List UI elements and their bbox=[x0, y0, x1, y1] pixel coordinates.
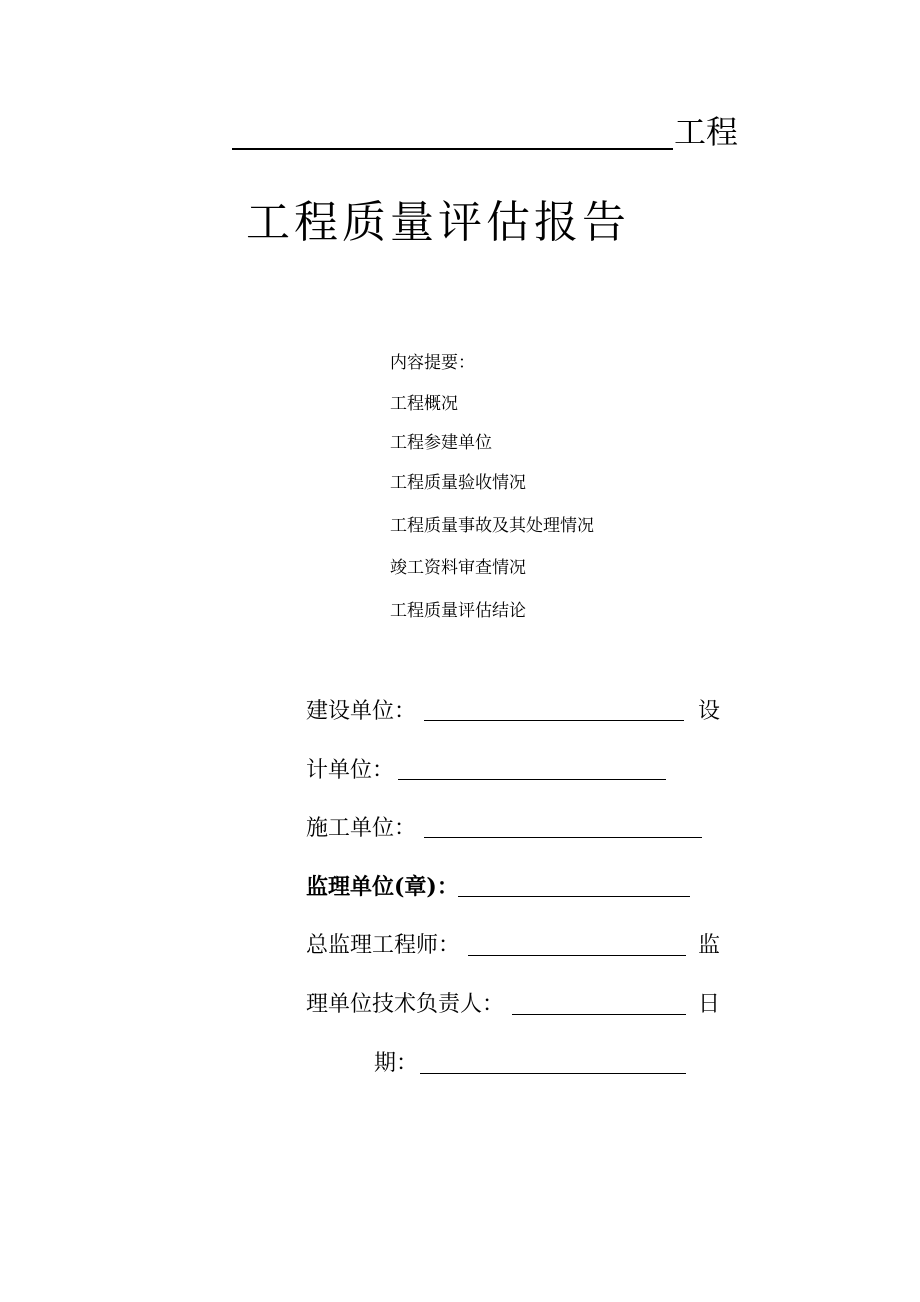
contents-item-conclusion: 工程质量评估结论 bbox=[390, 601, 526, 621]
page-title: 工程质量评估报告 bbox=[246, 197, 630, 248]
contents-item-documents-review: 竣工资料审查情况 bbox=[390, 558, 526, 578]
date-field[interactable] bbox=[420, 1073, 686, 1074]
contents-item-overview: 工程概况 bbox=[390, 394, 458, 414]
builder-unit-label: 施工单位： bbox=[306, 816, 417, 841]
chief-engineer-field[interactable] bbox=[468, 955, 686, 956]
design-unit-label-start: 设 bbox=[698, 699, 721, 724]
builder-unit-field[interactable] bbox=[424, 837, 702, 838]
project-name-suffix: 工程 bbox=[674, 113, 739, 151]
contents-item-participants: 工程参建单位 bbox=[390, 433, 492, 453]
construction-unit-field[interactable] bbox=[424, 720, 684, 721]
supervisor-tech-label-start: 监 bbox=[698, 933, 721, 958]
supervisor-tech-field[interactable] bbox=[512, 1014, 686, 1015]
contents-item-acceptance: 工程质量验收情况 bbox=[390, 473, 526, 493]
chief-engineer-label: 总监理工程师： bbox=[306, 933, 461, 958]
supervisor-tech-label-end: 理单位技术负责人： bbox=[306, 992, 505, 1017]
date-label-end: 期： bbox=[374, 1051, 419, 1076]
project-name-blank[interactable] bbox=[232, 148, 673, 150]
date-label-start: 日 bbox=[698, 992, 721, 1017]
construction-unit-label: 建设单位： bbox=[306, 699, 417, 724]
supervisor-unit-field[interactable] bbox=[458, 896, 690, 897]
contents-item-incidents: 工程质量事故及其处理情况 bbox=[390, 516, 594, 536]
design-unit-label-end: 计单位： bbox=[306, 758, 395, 783]
contents-heading: 内容提要： bbox=[390, 353, 475, 373]
design-unit-field[interactable] bbox=[398, 779, 666, 780]
supervisor-unit-label: 监理单位(章)： bbox=[306, 874, 459, 900]
